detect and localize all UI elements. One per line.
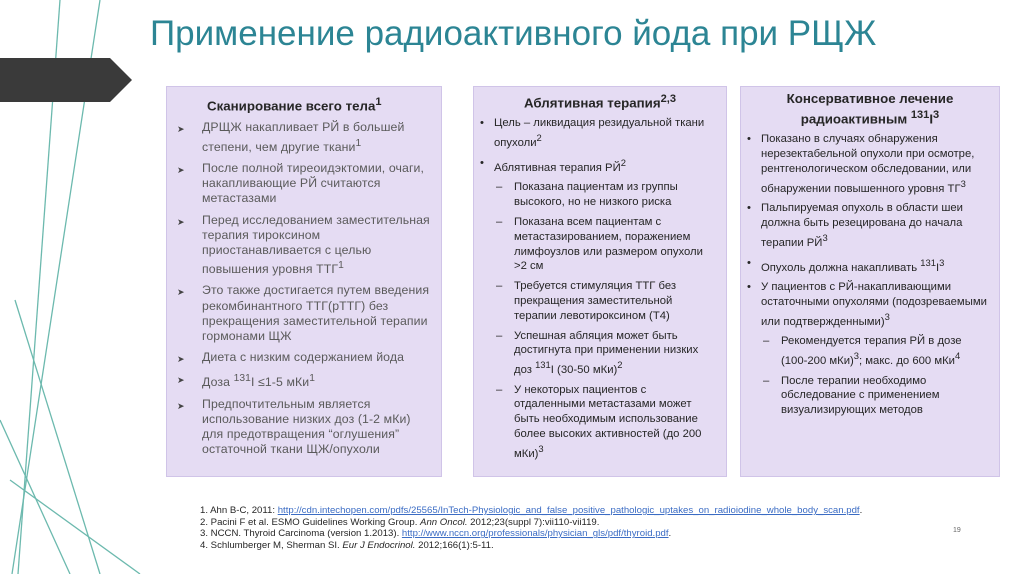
reference-2: 2. Pacini F et al. ESMO Guidelines Working Group. Ann Oncol. 2012;23(suppl 7):vii110-vii119. <box>200 516 600 528</box>
sub-list-item: – У некоторых пациентов с отдаленными метастазами может быть необходимым использование более высоких активностей (до 200 мКи)$^3$ <box>496 383 702 460</box>
list-item: • У пациентов с РЙ-накапливающими остаточными опухолями (подозреваемыми или подтвержденными)$^3$ <box>747 281 987 328</box>
bullet-list <box>474 116 726 461</box>
panel-ablative-therapy <box>473 86 727 477</box>
footnote-mark: 1 <box>375 96 382 108</box>
reference-link[interactable]: http://cdn.intechopen.com/pdfs/25565/InTech-Physiologic_and_false_positive_pathologic_uptakes_on_radioiodine_whole_body_scan.pdf <box>277 505 860 516</box>
panel-conservative-treatment <box>740 86 1000 477</box>
list-item: • Показано в случаях обнаружения нерезектабельной опухоли при осмотре, рентгенологическом обследовании, или обнаружении повышенного уровня $ТГ^3$ <box>747 133 975 195</box>
reference-4: 4. Schlumberger M, Sherman SI. Eur J Endocrinol. 2012;166(1):5-11. <box>200 539 494 551</box>
title-arrow-shape <box>0 58 132 102</box>
sub-list-item: – Рекомендуется терапия РЙ в дозе (100-200 мКи)$^3$; макс. до 600 мКи$^4$ <box>763 335 962 367</box>
references <box>200 505 980 551</box>
panel-heading: Сканирование всего тела$^1$ <box>207 96 382 114</box>
footnote-mark: 2,3 <box>660 93 677 105</box>
sub-list-item: – Требуется стимуляция ТТГ без прекращения заместительной терапии левотироксином (Т4) <box>496 280 677 322</box>
list-item: ➤ Предпочтительным является использование низких доз (1-2 мКи) для предотвращения “оглушения” остаточной ткани ЩЖ/опухоли <box>177 396 411 457</box>
list-item: ➤ Диета с низким содержанием йода <box>167 350 441 365</box>
list-item: • Опухоль должна накапливать $^{131}I^3$ <box>747 256 945 274</box>
list-item: • Пальпируемая опухоль в области шеи должна быть резецирована до начала терапии $РЙ^3$ <box>747 202 963 249</box>
bullet-list <box>741 132 999 418</box>
list-item: ➤ После полной тиреоидэктомии, очаги, накапливающие РЙ считаются метастазами <box>177 160 425 206</box>
reference-3: 3. NCCN. Thyroid Carcinoma (version 1.2013). http://www.nccn.org/professionals/physician_gls/pdf/thyroid.pdf. <box>200 528 672 540</box>
page-number: 19 <box>953 527 961 534</box>
list-item: ➤ Доза $^{131}$I ≤1-5 мКи$^1$ <box>177 373 316 390</box>
arrow-bullet-icon: ➤ <box>177 164 185 175</box>
list-item: ➤ Это также достигается путем введения рекомбинантного ТТГ(рТТГ) без прекращения заместительной терапии гормонами ЩЖ <box>177 283 430 344</box>
arrow-bullet-icon: ➤ <box>177 375 185 386</box>
reference-link[interactable]: http://www.nccn.org/professionals/physician_gls/pdf/thyroid.pdf <box>401 528 669 540</box>
panel-heading: Аблятивная терапия$^{2,3}$ <box>523 93 677 111</box>
sub-list-item: – Успешная абляция может быть достигнута при применении низких доз $^{131}$I (30-50 мКи)$^2$ <box>496 329 699 376</box>
panel-heading: Консервативное лечение радиоактивным $^{131}I^3$ <box>786 91 954 127</box>
arrow-bullet-icon: ➤ <box>177 124 185 135</box>
list-item: ➤ ДРЩЖ накапливает РЙ в большей степени, чем другие ткани$^1$ <box>177 120 405 154</box>
bullet-list <box>167 120 441 457</box>
sub-list-item: – Показана всем пациентам с метастазированием, поражением лимфоузлов или размером опухоли >2 см <box>496 215 703 273</box>
slide-title: Применение радиоактивного йода при РЩЖ <box>150 14 877 53</box>
arrow-bullet-icon: ➤ <box>177 354 185 365</box>
reference-1: 1. Ahn B-C, 2011: http://cdn.intechopen.com/pdfs/25565/InTech-Physiologic_and_false_positive_pathologic_uptakes_on_radioiodine_whole_body_scan.pdf. <box>200 505 863 516</box>
list-item: • Цель – ликвидация резидуальной ткани опухоли$^2$ <box>480 117 705 149</box>
list-item: • Аблятивная терапия $РЙ^2$ <box>480 156 626 174</box>
list-item: ➤ Перед исследованием заместительная терапия тироксином приостанавливается с целью повышения уровня ТТГ$^1$ <box>177 212 430 277</box>
sub-list-item: – После терапии необходимо обследование с применением визуализирующих методов <box>763 374 940 417</box>
arrow-bullet-icon: ➤ <box>177 216 185 227</box>
panel-whole-body-scan <box>166 86 442 477</box>
arrow-bullet-icon: ➤ <box>177 400 185 411</box>
sub-list-item: – Показана пациентам из группы высокого, но не низкого риска <box>496 181 678 209</box>
arrow-bullet-icon: ➤ <box>177 287 185 298</box>
